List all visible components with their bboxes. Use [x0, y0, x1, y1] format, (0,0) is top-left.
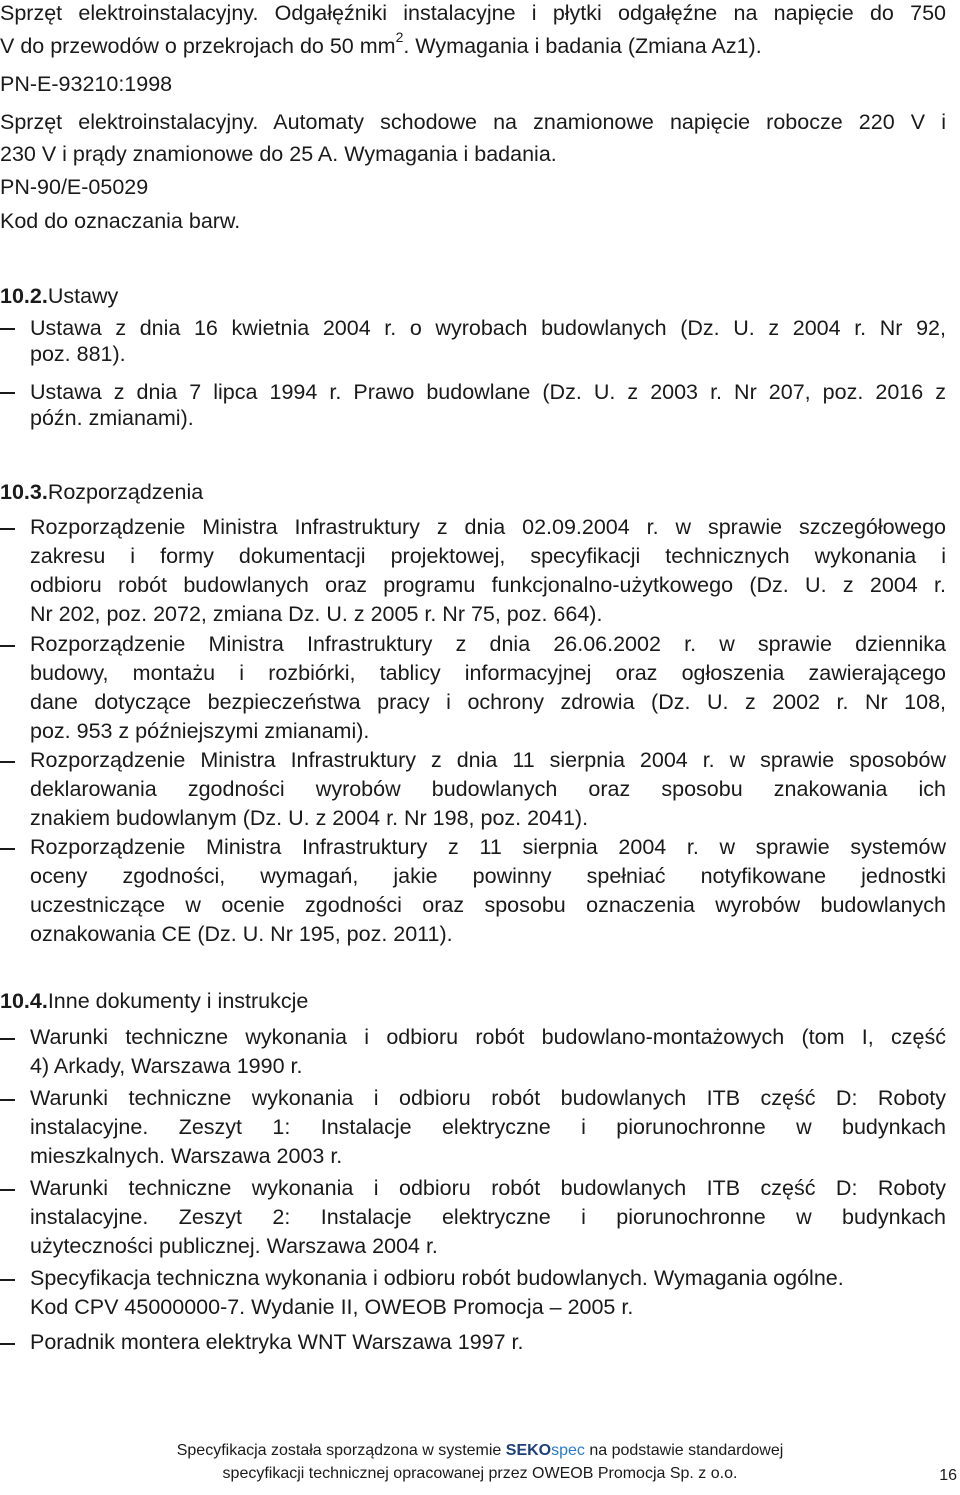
intro-line-1: Sprzęt elektroinstalacyjny. Odgałęźniki instalacyjne i płytki odgałęźne na napięcie do 750: [0, 1, 946, 25]
page-number: 16: [939, 1467, 957, 1484]
section-heading: [0, 988, 308, 1014]
dash-bullet-icon: [0, 328, 15, 330]
list-item: [30, 379, 946, 431]
list-item: [30, 1264, 844, 1322]
section-title: Inne dokumenty i instrukcje: [47, 989, 309, 1013]
dash-bullet-icon: [0, 1343, 15, 1345]
standard-code: PN-90/E-05029: [0, 175, 149, 199]
list-item-line: Rozporządzenie Ministra Infrastruktury z dnia 02.09.2004 r. w sprawie szczegółowego: [30, 515, 946, 539]
section-heading: [0, 479, 203, 505]
list-item-line: oceny zgodności, wymagań, jakie powinny spełniać notyfikowane jednostki: [30, 864, 946, 888]
list-item: [30, 1328, 524, 1357]
footer-text: na podstawie standardowej: [589, 1442, 784, 1459]
intro-line-5: 230 V i prądy znamionowe do 25 A. Wymagania i badania.: [0, 142, 557, 166]
list-item-line: Warunki techniczne wykonania i odbioru robót budowlanych ITB część D: Roboty: [30, 1176, 946, 1200]
intro-line-2: [0, 29, 762, 61]
list-item: [30, 1174, 946, 1261]
list-item-line: Rozporządzenie Ministra Infrastruktury z dnia 11 sierpnia 2004 r. w sprawie sposobów: [30, 748, 946, 772]
logo-part: spec: [551, 1442, 585, 1459]
list-item-line: Ustawa z dnia 16 kwietnia 2004 r. o wyrobach budowlanych (Dz. U. z 2004 r. Nr 92,: [30, 316, 946, 340]
list-item-line: uczestniczące w ocenie zgodności oraz sposobu oznaczenia wyrobów budowlanych: [30, 893, 946, 917]
list-item-line: Nr 202, poz. 2072, zmiana Dz. U. z 2005 r. Nr 75, poz. 664).: [30, 602, 603, 626]
list-item-line: deklarowania zgodności wyrobów budowlanych oraz sposobu znakowania ich: [30, 777, 946, 801]
list-item-line: Rozporządzenie Ministra Infrastruktury z 11 sierpnia 2004 r. w sprawie systemów: [30, 835, 946, 859]
list-item-line: Warunki techniczne wykonania i odbioru robót budowlano-montażowych (tom I, część: [30, 1025, 946, 1049]
logo-part: SEKO: [505, 1442, 552, 1459]
list-item: [30, 1023, 946, 1081]
list-item-line: oznakowania CE (Dz. U. Nr 195, poz. 2011).: [30, 922, 453, 946]
list-item-line: poz. 953 z późniejszymi zmianami).: [30, 719, 370, 743]
footer-line-2: specyfikacji technicznej opracowanej przez OWEOB Promocja Sp. z o.o.: [222, 1465, 738, 1482]
list-item-line: instalacyjne. Zeszyt 2: Instalacje elektryczne i piorunochronne w budynkach: [30, 1205, 946, 1229]
dash-bullet-icon: [0, 528, 15, 530]
list-item-line: 4) Arkady, Warszawa 1990 r.: [30, 1054, 303, 1078]
dash-bullet-icon: [0, 645, 15, 647]
dash-bullet-icon: [0, 1038, 15, 1040]
list-item-line: użyteczności publicznej. Warszawa 2004 r.: [30, 1234, 438, 1258]
list-item: [30, 315, 946, 367]
sekospec-logo: [506, 1442, 585, 1459]
list-item-line: Rozporządzenie Ministra Infrastruktury z dnia 26.06.2002 r. w sprawie dziennika: [30, 632, 946, 656]
dash-bullet-icon: [0, 761, 15, 763]
list-item-line: znakiem budowlanym (Dz. U. z 2004 r. Nr 198, poz. 2041).: [30, 806, 589, 830]
list-item-line: odbioru robót budowlanych oraz programu funkcjonalno-użytkowego (Dz. U. z 2004 r.: [30, 573, 946, 597]
superscript: 2: [395, 29, 404, 45]
section-title: Ustawy: [47, 284, 119, 308]
dash-bullet-icon: [0, 1189, 15, 1191]
list-item-line: mieszkalnych. Warszawa 2003 r.: [30, 1144, 343, 1168]
dash-bullet-icon: [0, 392, 15, 394]
intro-line-2a: V do przewodów o przekrojach do 50 mm: [0, 34, 396, 58]
list-item-line: budowy, montażu i rozbiórki, tablicy informacyjnej oraz ogłoszenia zawierającego: [30, 661, 946, 685]
list-item-line: zakresu i formy dokumentacji projektowej, specyfikacji technicznych wykonania i: [30, 544, 946, 568]
intro-line-2b: . Wymagania i badania (Zmiana Az1).: [403, 34, 762, 58]
section-number: 10.2.: [0, 284, 48, 308]
list-item: [30, 746, 946, 833]
list-item-line: Ustawa z dnia 7 lipca 1994 r. Prawo budowlane (Dz. U. z 2003 r. Nr 207, poz. 2016 z: [30, 380, 946, 404]
dash-bullet-icon: [0, 848, 15, 850]
intro-line-7: Kod do oznaczania barw.: [0, 209, 241, 233]
list-item: [30, 833, 946, 949]
list-item: [30, 513, 946, 629]
list-item-line: dane dotyczące bezpieczeństwa pracy i ochrony zdrowia (Dz. U. z 2002 r. Nr 108,: [30, 690, 946, 714]
list-item-line: poz. 881).: [30, 342, 126, 366]
section-number: 10.3.: [0, 480, 48, 504]
list-item-line: Specyfikacja techniczna wykonania i odbioru robót budowlanych. Wymagania ogólne.: [30, 1266, 844, 1290]
list-item-line: Warunki techniczne wykonania i odbioru robót budowlanych ITB część D: Roboty: [30, 1086, 946, 1110]
dash-bullet-icon: [0, 1099, 15, 1101]
list-item-line: instalacyjne. Zeszyt 1: Instalacje elektryczne i piorunochronne w budynkach: [30, 1115, 946, 1139]
section-number: 10.4.: [0, 989, 48, 1013]
list-item-line: Kod CPV 45000000-7. Wydanie II, OWEOB Promocja – 2005 r.: [30, 1295, 634, 1319]
standard-code: PN-E-93210:1998: [0, 72, 173, 96]
list-item: [30, 1084, 946, 1171]
section-title: Rozporządzenia: [47, 480, 204, 504]
list-item-line: późn. zmianami).: [30, 406, 194, 430]
footer-text: Specyfikacja została sporządzona w systemie: [176, 1442, 502, 1459]
list-item: [30, 630, 946, 746]
list-item-line: Poradnik montera elektryka WNT Warszawa 1997 r.: [30, 1330, 524, 1354]
intro-line-4: Sprzęt elektroinstalacyjny. Automaty schodowe na znamionowe napięcie robocze 220 V i: [0, 110, 946, 134]
section-heading: [0, 283, 118, 309]
footer-line-1: [0, 1440, 960, 1461]
dash-bullet-icon: [0, 1279, 15, 1281]
